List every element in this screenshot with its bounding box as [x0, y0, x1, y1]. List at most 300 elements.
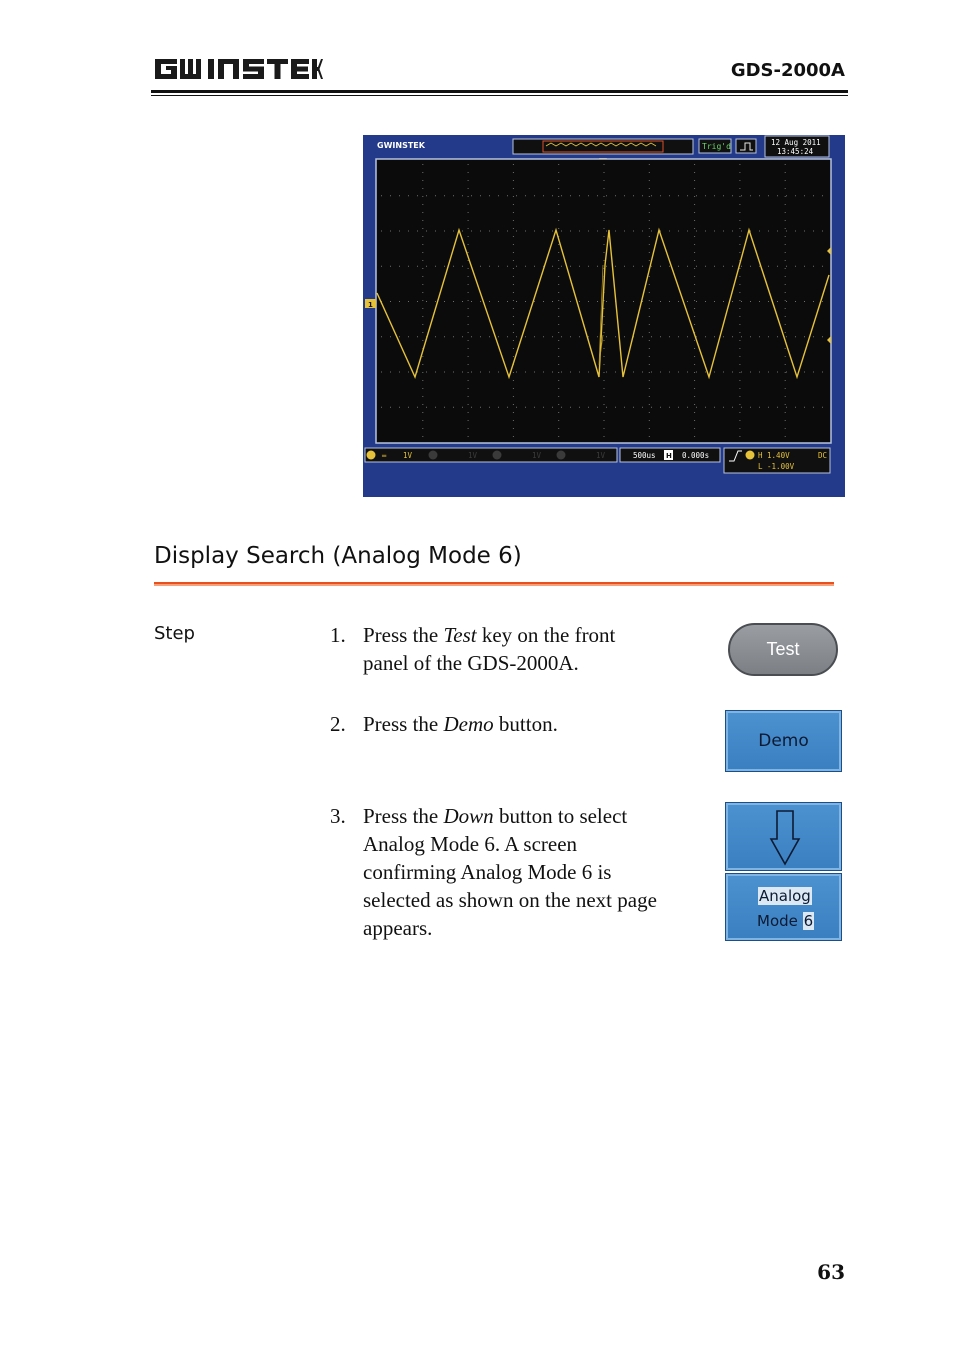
section-rule	[154, 582, 834, 586]
grid-dot	[513, 420, 514, 421]
grid-dot	[777, 336, 778, 337]
grid-dot	[649, 420, 650, 421]
grid-dot	[804, 407, 805, 408]
grid-dot	[604, 204, 605, 205]
grid-dot	[649, 412, 650, 413]
grid-dot	[489, 336, 490, 337]
grid-dot	[739, 300, 740, 301]
grid-dot	[604, 212, 605, 213]
grid-dot	[579, 266, 580, 267]
grid-dot	[822, 301, 823, 302]
grid-dot	[468, 372, 469, 373]
grid-dot	[471, 301, 472, 302]
grid-dot	[422, 396, 423, 397]
grid-dot	[468, 348, 469, 349]
grid-dot	[739, 236, 740, 237]
grid-dot	[525, 266, 526, 267]
grid-dot	[624, 231, 625, 232]
grid-dot	[633, 231, 634, 232]
grid-dot	[552, 301, 553, 302]
grid-dot	[579, 195, 580, 196]
grid-dot	[606, 231, 607, 232]
grid-dot	[390, 266, 391, 267]
grid-dot	[468, 236, 469, 237]
grid-dot	[714, 336, 715, 337]
grid-dot	[588, 336, 589, 337]
grid-dot	[507, 301, 508, 302]
grid-dot	[705, 231, 706, 232]
grid-dot	[558, 252, 559, 253]
grid-dot	[768, 336, 769, 337]
grid-dot	[558, 180, 559, 181]
ch1-indicator	[367, 451, 376, 460]
grid-dot	[489, 372, 490, 373]
grid-dot	[777, 195, 778, 196]
grid-dot	[570, 301, 571, 302]
grid-dot	[649, 244, 650, 245]
grid-dot	[694, 292, 695, 293]
grid-dot	[381, 231, 382, 232]
grid-dot	[390, 195, 391, 196]
grid-dot	[822, 407, 823, 408]
grid-dot	[468, 364, 469, 365]
grid-dot	[696, 301, 697, 302]
grid-dot	[669, 266, 670, 267]
grid-dot	[468, 324, 469, 325]
grid-dot	[795, 301, 796, 302]
step-2-number: 2.	[330, 712, 346, 736]
grid-dot	[732, 372, 733, 373]
grid-dot	[604, 196, 605, 197]
grid-dot	[422, 380, 423, 381]
grid-dot	[649, 292, 650, 293]
grid-dot	[694, 228, 695, 229]
grid-dot	[669, 195, 670, 196]
grid-dot	[723, 372, 724, 373]
grid-dot	[462, 336, 463, 337]
grid-dot	[435, 407, 436, 408]
grid-dot	[422, 428, 423, 429]
grid-dot	[468, 412, 469, 413]
grid-dot	[785, 268, 786, 269]
grid-dot	[606, 266, 607, 267]
grid-dot	[649, 364, 650, 365]
grid-dot	[597, 301, 598, 302]
grid-dot	[604, 180, 605, 181]
grid-dot	[417, 266, 418, 267]
test-key-button[interactable]: Test	[728, 623, 838, 676]
grid-dot	[822, 372, 823, 373]
grid-dot	[570, 231, 571, 232]
grid-dot	[723, 407, 724, 408]
grid-dot	[558, 420, 559, 421]
grid-dot	[642, 266, 643, 267]
grid-dot	[588, 195, 589, 196]
grid-dot	[739, 420, 740, 421]
grid-dot	[579, 407, 580, 408]
grid-dot	[795, 407, 796, 408]
grid-dot	[468, 268, 469, 269]
grid-dot	[552, 336, 553, 337]
grid-dot	[558, 308, 559, 309]
ch3-indicator	[493, 451, 502, 460]
grid-dot	[714, 301, 715, 302]
grid-dot	[651, 231, 652, 232]
grid-dot	[649, 276, 650, 277]
grid-dot	[513, 316, 514, 317]
grid-dot	[507, 266, 508, 267]
grid-dot	[604, 244, 605, 245]
grid-dot	[759, 301, 760, 302]
grid-dot	[777, 407, 778, 408]
grid-dot	[513, 300, 514, 301]
grid-dot	[649, 284, 650, 285]
grid-dot	[750, 266, 751, 267]
grid-dot	[399, 336, 400, 337]
ch2-scale: 1V	[468, 451, 478, 460]
grid-dot	[739, 436, 740, 437]
grid-dot	[468, 292, 469, 293]
grid-dot	[768, 301, 769, 302]
grid-dot	[604, 396, 605, 397]
grid-dot	[714, 372, 715, 373]
grid-dot	[813, 301, 814, 302]
grid-dot	[426, 231, 427, 232]
grid-dot	[785, 252, 786, 253]
grid-dot	[422, 420, 423, 421]
grid-dot	[732, 336, 733, 337]
grid-dot	[750, 301, 751, 302]
grid-dot	[732, 407, 733, 408]
grid-dot	[705, 372, 706, 373]
grid-dot	[408, 231, 409, 232]
grid-dot	[649, 372, 650, 373]
grid-dot	[604, 420, 605, 421]
grid-dot	[741, 195, 742, 196]
grid-dot	[785, 436, 786, 437]
grid-dot	[417, 301, 418, 302]
grid-dot	[615, 195, 616, 196]
grid-dot	[422, 356, 423, 357]
grid-dot	[687, 301, 688, 302]
grid-dot	[642, 372, 643, 373]
grid-dot	[468, 172, 469, 173]
grid-dot	[381, 372, 382, 373]
grid-dot	[785, 188, 786, 189]
grid-dot	[739, 340, 740, 341]
grid-dot	[785, 292, 786, 293]
grid-dot	[687, 372, 688, 373]
grid-dot	[513, 396, 514, 397]
grid-dot	[422, 324, 423, 325]
grid-dot	[759, 407, 760, 408]
grid-dot	[759, 372, 760, 373]
grid-dot	[786, 195, 787, 196]
oscilloscope-screenshot	[363, 135, 845, 497]
grid-dot	[498, 336, 499, 337]
grid-dot	[633, 266, 634, 267]
grid-dot	[408, 301, 409, 302]
grid-dot	[513, 244, 514, 245]
grid-dot	[588, 266, 589, 267]
grid-dot	[723, 336, 724, 337]
grid-dot	[750, 407, 751, 408]
grid-dot	[604, 236, 605, 237]
grid-dot	[649, 180, 650, 181]
grid-dot	[739, 276, 740, 277]
grid-dot	[687, 407, 688, 408]
grid-dot	[785, 172, 786, 173]
grid-dot	[525, 301, 526, 302]
grid-dot	[513, 276, 514, 277]
grid-dot	[525, 336, 526, 337]
grid-dot	[468, 380, 469, 381]
grid-dot	[694, 364, 695, 365]
grid-dot	[426, 266, 427, 267]
grid-dot	[786, 407, 787, 408]
grid-dot	[822, 231, 823, 232]
grid-dot	[785, 372, 786, 373]
grid-dot	[606, 407, 607, 408]
grid-dot	[422, 220, 423, 221]
grid-dot	[785, 420, 786, 421]
grid-dot	[468, 244, 469, 245]
grid-dot	[785, 228, 786, 229]
grid-dot	[813, 372, 814, 373]
analog-mode-6-button[interactable]	[725, 873, 842, 941]
grid-dot	[390, 336, 391, 337]
grid-dot	[615, 231, 616, 232]
grid-dot	[435, 231, 436, 232]
grid-dot	[606, 336, 607, 337]
grid-dot	[444, 231, 445, 232]
grid-dot	[507, 231, 508, 232]
step-1-key: Test	[443, 623, 477, 647]
grid-dot	[513, 180, 514, 181]
grid-dot	[426, 372, 427, 373]
grid-dot	[604, 436, 605, 437]
grid-dot	[694, 436, 695, 437]
scope-date: 12 Aug 2011	[771, 138, 821, 147]
grid-dot	[513, 284, 514, 285]
grid-dot	[687, 266, 688, 267]
grid-dot	[786, 266, 787, 267]
grid-dot	[417, 336, 418, 337]
grid-dot	[785, 308, 786, 309]
grid-dot	[579, 231, 580, 232]
grid-dot	[759, 231, 760, 232]
grid-dot	[408, 336, 409, 337]
grid-dot	[633, 372, 634, 373]
grid-dot	[534, 407, 535, 408]
grid-dot	[649, 436, 650, 437]
grid-dot	[588, 372, 589, 373]
grid-dot	[739, 396, 740, 397]
grid-dot	[785, 348, 786, 349]
grid-dot	[480, 407, 481, 408]
grid-dot	[694, 356, 695, 357]
grid-dot	[786, 372, 787, 373]
grid-dot	[649, 428, 650, 429]
grid-dot	[649, 188, 650, 189]
grid-dot	[822, 266, 823, 267]
grid-dot	[739, 204, 740, 205]
grid-dot	[604, 252, 605, 253]
grid-dot	[785, 356, 786, 357]
grid-dot	[588, 231, 589, 232]
grid-dot	[624, 195, 625, 196]
ch4-scale: 1V	[596, 451, 606, 460]
grid-dot	[739, 268, 740, 269]
grid-dot	[649, 308, 650, 309]
grid-dot	[525, 231, 526, 232]
grid-dot	[768, 231, 769, 232]
grid-dot	[513, 228, 514, 229]
grid-dot	[723, 301, 724, 302]
grid-dot	[649, 380, 650, 381]
grid-dot	[468, 196, 469, 197]
grid-dot	[649, 204, 650, 205]
grid-dot	[694, 236, 695, 237]
down-button[interactable]	[725, 802, 842, 871]
grid-dot	[534, 372, 535, 373]
grid-dot	[435, 301, 436, 302]
grid-dot	[642, 231, 643, 232]
grid-dot	[543, 372, 544, 373]
grid-dot	[624, 336, 625, 337]
grid-dot	[660, 195, 661, 196]
grid-dot	[462, 195, 463, 196]
grid-dot	[732, 231, 733, 232]
grid-dot	[588, 301, 589, 302]
grid-dot	[604, 164, 605, 165]
grid-dot	[822, 336, 823, 337]
grid-dot	[422, 412, 423, 413]
grid-dot	[552, 372, 553, 373]
grid-dot	[516, 372, 517, 373]
grid-dot	[694, 196, 695, 197]
grid-dot	[606, 301, 607, 302]
grid-dot	[694, 188, 695, 189]
grid-dot	[785, 212, 786, 213]
grid-dot	[561, 407, 562, 408]
scope-brand: GWINSTEK	[377, 141, 425, 150]
grid-dot	[462, 407, 463, 408]
grid-dot	[649, 404, 650, 405]
grid-dot	[694, 396, 695, 397]
grid-dot	[534, 266, 535, 267]
grid-dot	[381, 336, 382, 337]
grid-dot	[390, 372, 391, 373]
grid-dot	[649, 172, 650, 173]
grid-dot	[381, 195, 382, 196]
grid-dot	[604, 316, 605, 317]
grid-dot	[408, 195, 409, 196]
grid-dot	[813, 231, 814, 232]
brand-text	[0, 0, 1, 1]
grid-dot	[468, 308, 469, 309]
grid-dot	[604, 348, 605, 349]
trigger-source-indicator	[746, 451, 755, 460]
grid-dot	[649, 340, 650, 341]
grid-dot	[597, 231, 598, 232]
grid-dot	[513, 188, 514, 189]
grid-dot	[513, 204, 514, 205]
grid-dot	[705, 266, 706, 267]
demo-button[interactable]: Demo	[725, 710, 842, 772]
grid-dot	[513, 380, 514, 381]
grid-dot	[604, 324, 605, 325]
grid-dot	[669, 231, 670, 232]
grid-dot	[570, 372, 571, 373]
grid-dot	[417, 195, 418, 196]
grid-dot	[696, 372, 697, 373]
grid-dot	[444, 336, 445, 337]
ch3-scale: 1V	[532, 451, 542, 460]
grid-dot	[732, 195, 733, 196]
grid-dot	[804, 372, 805, 373]
grid-dot	[422, 284, 423, 285]
grid-dot	[453, 266, 454, 267]
grid-dot	[785, 364, 786, 365]
grid-dot	[694, 412, 695, 413]
grid-dot	[422, 212, 423, 213]
grid-dot	[669, 301, 670, 302]
grid-dot	[651, 301, 652, 302]
h-position: 0.000s	[682, 451, 710, 460]
grid-dot	[615, 266, 616, 267]
grid-dot	[785, 204, 786, 205]
grid-dot	[417, 231, 418, 232]
grid-dot	[422, 252, 423, 253]
grid-dot	[714, 195, 715, 196]
grid-dot	[498, 195, 499, 196]
grid-dot	[543, 336, 544, 337]
grid-dot	[444, 266, 445, 267]
grid-dot	[468, 300, 469, 301]
grid-dot	[822, 195, 823, 196]
grid-dot	[498, 372, 499, 373]
grid-dot	[453, 407, 454, 408]
grid-dot	[694, 276, 695, 277]
grid-dot	[759, 266, 760, 267]
grid-dot	[785, 244, 786, 245]
grid-dot	[739, 180, 740, 181]
grid-dot	[489, 407, 490, 408]
grid-dot	[390, 301, 391, 302]
grid-dot	[615, 336, 616, 337]
grid-dot	[513, 252, 514, 253]
grid-dot	[558, 324, 559, 325]
grid-dot	[669, 372, 670, 373]
grid-dot	[435, 266, 436, 267]
grid-dot	[694, 404, 695, 405]
grid-dot	[741, 301, 742, 302]
grid-dot	[739, 364, 740, 365]
grid-dot	[768, 266, 769, 267]
grid-dot	[543, 301, 544, 302]
grid-dot	[624, 301, 625, 302]
grid-dot	[649, 220, 650, 221]
grid-dot	[513, 308, 514, 309]
scope-display	[363, 135, 845, 497]
grid-dot	[642, 195, 643, 196]
grid-dot	[694, 164, 695, 165]
grid-dot	[694, 428, 695, 429]
grid-dot	[534, 231, 535, 232]
grid-dot	[399, 407, 400, 408]
grid-dot	[696, 231, 697, 232]
